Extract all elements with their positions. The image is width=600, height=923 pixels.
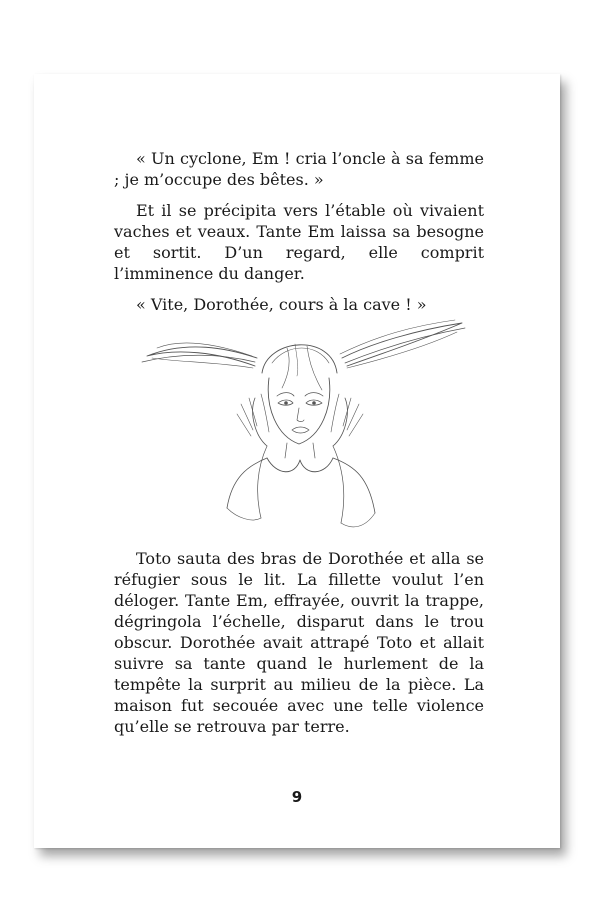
girl-in-wind-icon [137,318,467,538]
paragraph-toto: Toto sauta des bras de Dorothée et alla se réfugier sous le lit. La fillette voulut l’en déloger. Tante Em, effrayée, ouvrit la trappe, dégringola l’échelle, disparut dans le trou obscur. Dorothée avait attrapé Toto et allait suivre sa tante quand le hurlement de la tempête la surprit au milieu de la pièce. La maison fut secouée avec une telle violence qu’elle se retrouva par terre. [114,549,484,736]
bottom-text-block [114,548,484,747]
page-number: 9 [291,788,303,806]
paragraph-cyclone: « Un cyclone, Em ! cria l’oncle à sa femme ; je m’occupe des bêtes. » [114,149,484,189]
book-page [34,74,560,848]
paragraph-etable: Et il se précipita vers l’étable où vivaient vaches et veaux. Tante Em laissa sa besogne et sortit. D’un regard, elle comprit l’imminence du danger. [114,201,484,283]
top-text-block [114,148,484,325]
paragraph-cave: « Vite, Dorothée, cours à la cave ! » [136,295,427,314]
